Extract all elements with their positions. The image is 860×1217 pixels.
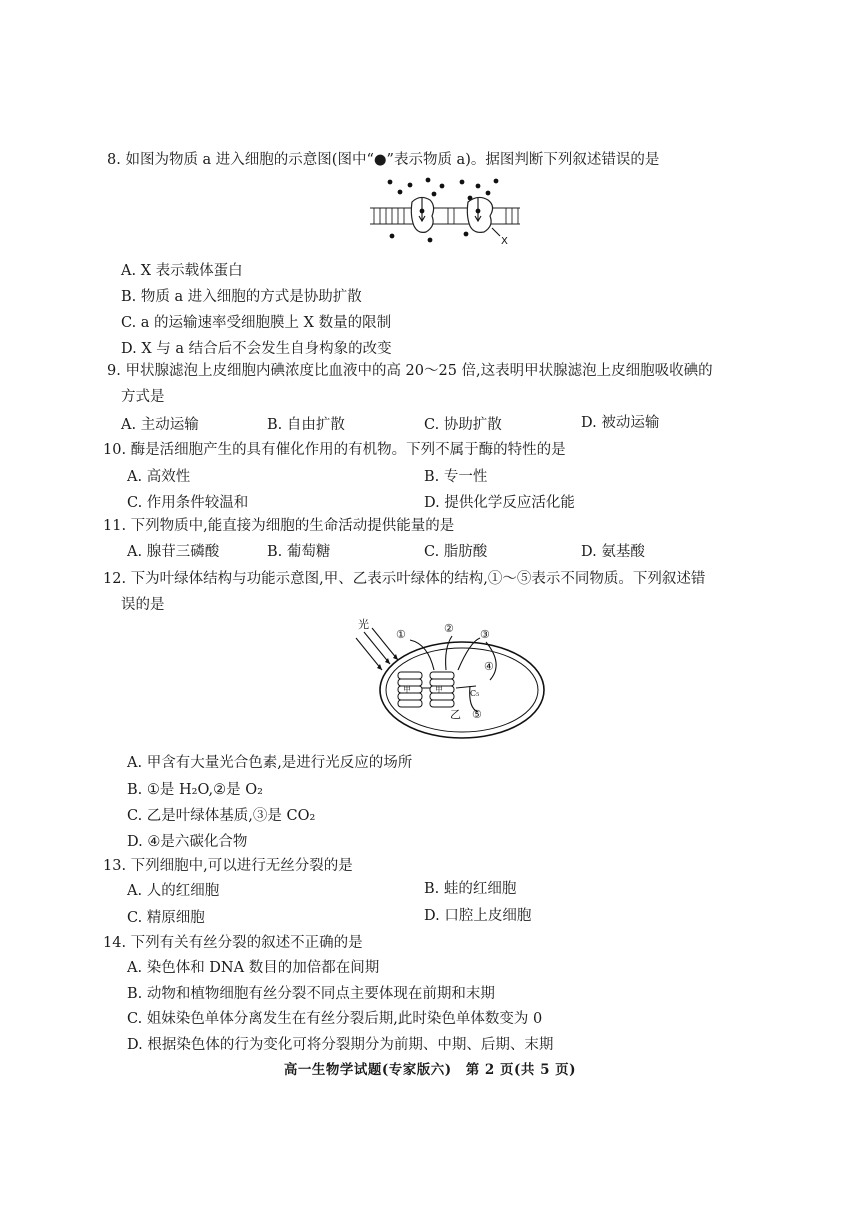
q14-option-b: B. 动物和植物细胞有丝分裂不同点主要体现在前期和末期 xyxy=(127,986,495,1002)
q12-chloroplast-figure xyxy=(352,618,552,743)
q8-membrane-figure xyxy=(370,176,520,248)
page-footer: 高一生物学试题(专家版六) 第 2 页(共 5 页) xyxy=(283,1062,577,1078)
q12-option-b: B. ①是 H₂O,②是 O₂ xyxy=(127,782,263,798)
q12-fig-light: 光 xyxy=(358,618,369,631)
q12-fig-n3: ③ xyxy=(480,628,490,641)
q12-option-a: A. 甲含有大量光合色素,是进行光反应的场所 xyxy=(127,755,413,771)
q14-stem: 14. 下列有关有丝分裂的叙述不正确的是 xyxy=(103,935,363,951)
q14-option-d: D. 根据染色体的行为变化可将分裂期分为前期、中期、后期、末期 xyxy=(127,1037,554,1053)
q8-figure-label: X xyxy=(501,236,508,247)
q10-option-b: B. 专一性 xyxy=(424,469,488,485)
q14-option-c: C. 姐妹染色单体分离发生在有丝分裂后期,此时染色单体数变为 0 xyxy=(127,1011,543,1027)
q13-option-c: C. 精原细胞 xyxy=(127,910,205,926)
q12-stem: 12. 下为叶绿体结构与功能示意图,甲、乙表示叶绿体的结构,①～⑤表示不同物质。下列叙述错 xyxy=(103,571,706,587)
q10-option-c: C. 作用条件较温和 xyxy=(127,495,249,511)
q8-stem: 8. 如图为物质 a 进入细胞的示意图(图中“●”表示物质 a)。据图判断下列叙述错误的是 xyxy=(107,152,660,168)
q9-option-b: B. 自由扩散 xyxy=(267,417,345,433)
q10-option-a: A. 高效性 xyxy=(127,469,191,485)
q11-option-d: D. 氨基酸 xyxy=(581,544,645,560)
q9-option-c: C. 协助扩散 xyxy=(424,417,502,433)
q12-fig-n5: ⑤ xyxy=(472,708,482,721)
q9-stem: 9. 甲状腺滤泡上皮细胞内碘浓度比血液中的高 20～25 倍,这表明甲状腺滤泡上皮细胞吸收碘的 xyxy=(107,363,713,379)
q11-option-b: B. 葡萄糖 xyxy=(267,544,331,560)
q13-stem: 13. 下列细胞中,可以进行无丝分裂的是 xyxy=(103,858,353,874)
q10-stem: 10. 酶是活细胞产生的具有催化作用的有机物。下列不属于酶的特性的是 xyxy=(103,442,566,458)
q11-option-c: C. 脂肪酸 xyxy=(424,544,488,560)
q12-fig-n1: ① xyxy=(396,628,406,641)
q14-option-a: A. 染色体和 DNA 数目的加倍都在间期 xyxy=(127,960,380,976)
q12-fig-yi: 乙 xyxy=(450,708,461,721)
q9-option-a: A. 主动运输 xyxy=(121,417,199,433)
q8-option-d: D. X 与 a 结合后不会发生自身构象的改变 xyxy=(121,341,392,357)
q9-option-d: D. 被动运输 xyxy=(581,415,660,431)
q13-option-d: D. 口腔上皮细胞 xyxy=(424,908,532,924)
q11-stem: 11. 下列物质中,能直接为细胞的生命活动提供能量的是 xyxy=(103,518,455,534)
q8-option-b: B. 物质 a 进入细胞的方式是协助扩散 xyxy=(121,289,362,305)
q13-option-b: B. 蛙的红细胞 xyxy=(424,881,517,897)
q8-option-c: C. a 的运输速率受细胞膜上 X 数量的限制 xyxy=(121,315,392,331)
q12-option-c: C. 乙是叶绿体基质,③是 CO₂ xyxy=(127,808,316,824)
q12-fig-n4: ④ xyxy=(484,660,494,673)
q12-option-d: D. ④是六碳化合物 xyxy=(127,834,248,850)
q13-option-a: A. 人的红细胞 xyxy=(127,883,220,899)
q11-option-a: A. 腺苷三磷酸 xyxy=(127,544,220,560)
q12-stem-cont: 误的是 xyxy=(121,597,165,613)
q9-stem-cont: 方式是 xyxy=(121,389,165,405)
q10-option-d: D. 提供化学反应活化能 xyxy=(424,495,575,511)
q12-fig-jia-1: 甲 xyxy=(403,685,411,694)
q12-fig-n2: ② xyxy=(444,622,454,635)
q12-fig-c5: C₅ xyxy=(470,689,480,698)
q8-option-a: A. X 表示载体蛋白 xyxy=(121,263,243,279)
q12-fig-jia-2: 甲 xyxy=(435,685,443,694)
